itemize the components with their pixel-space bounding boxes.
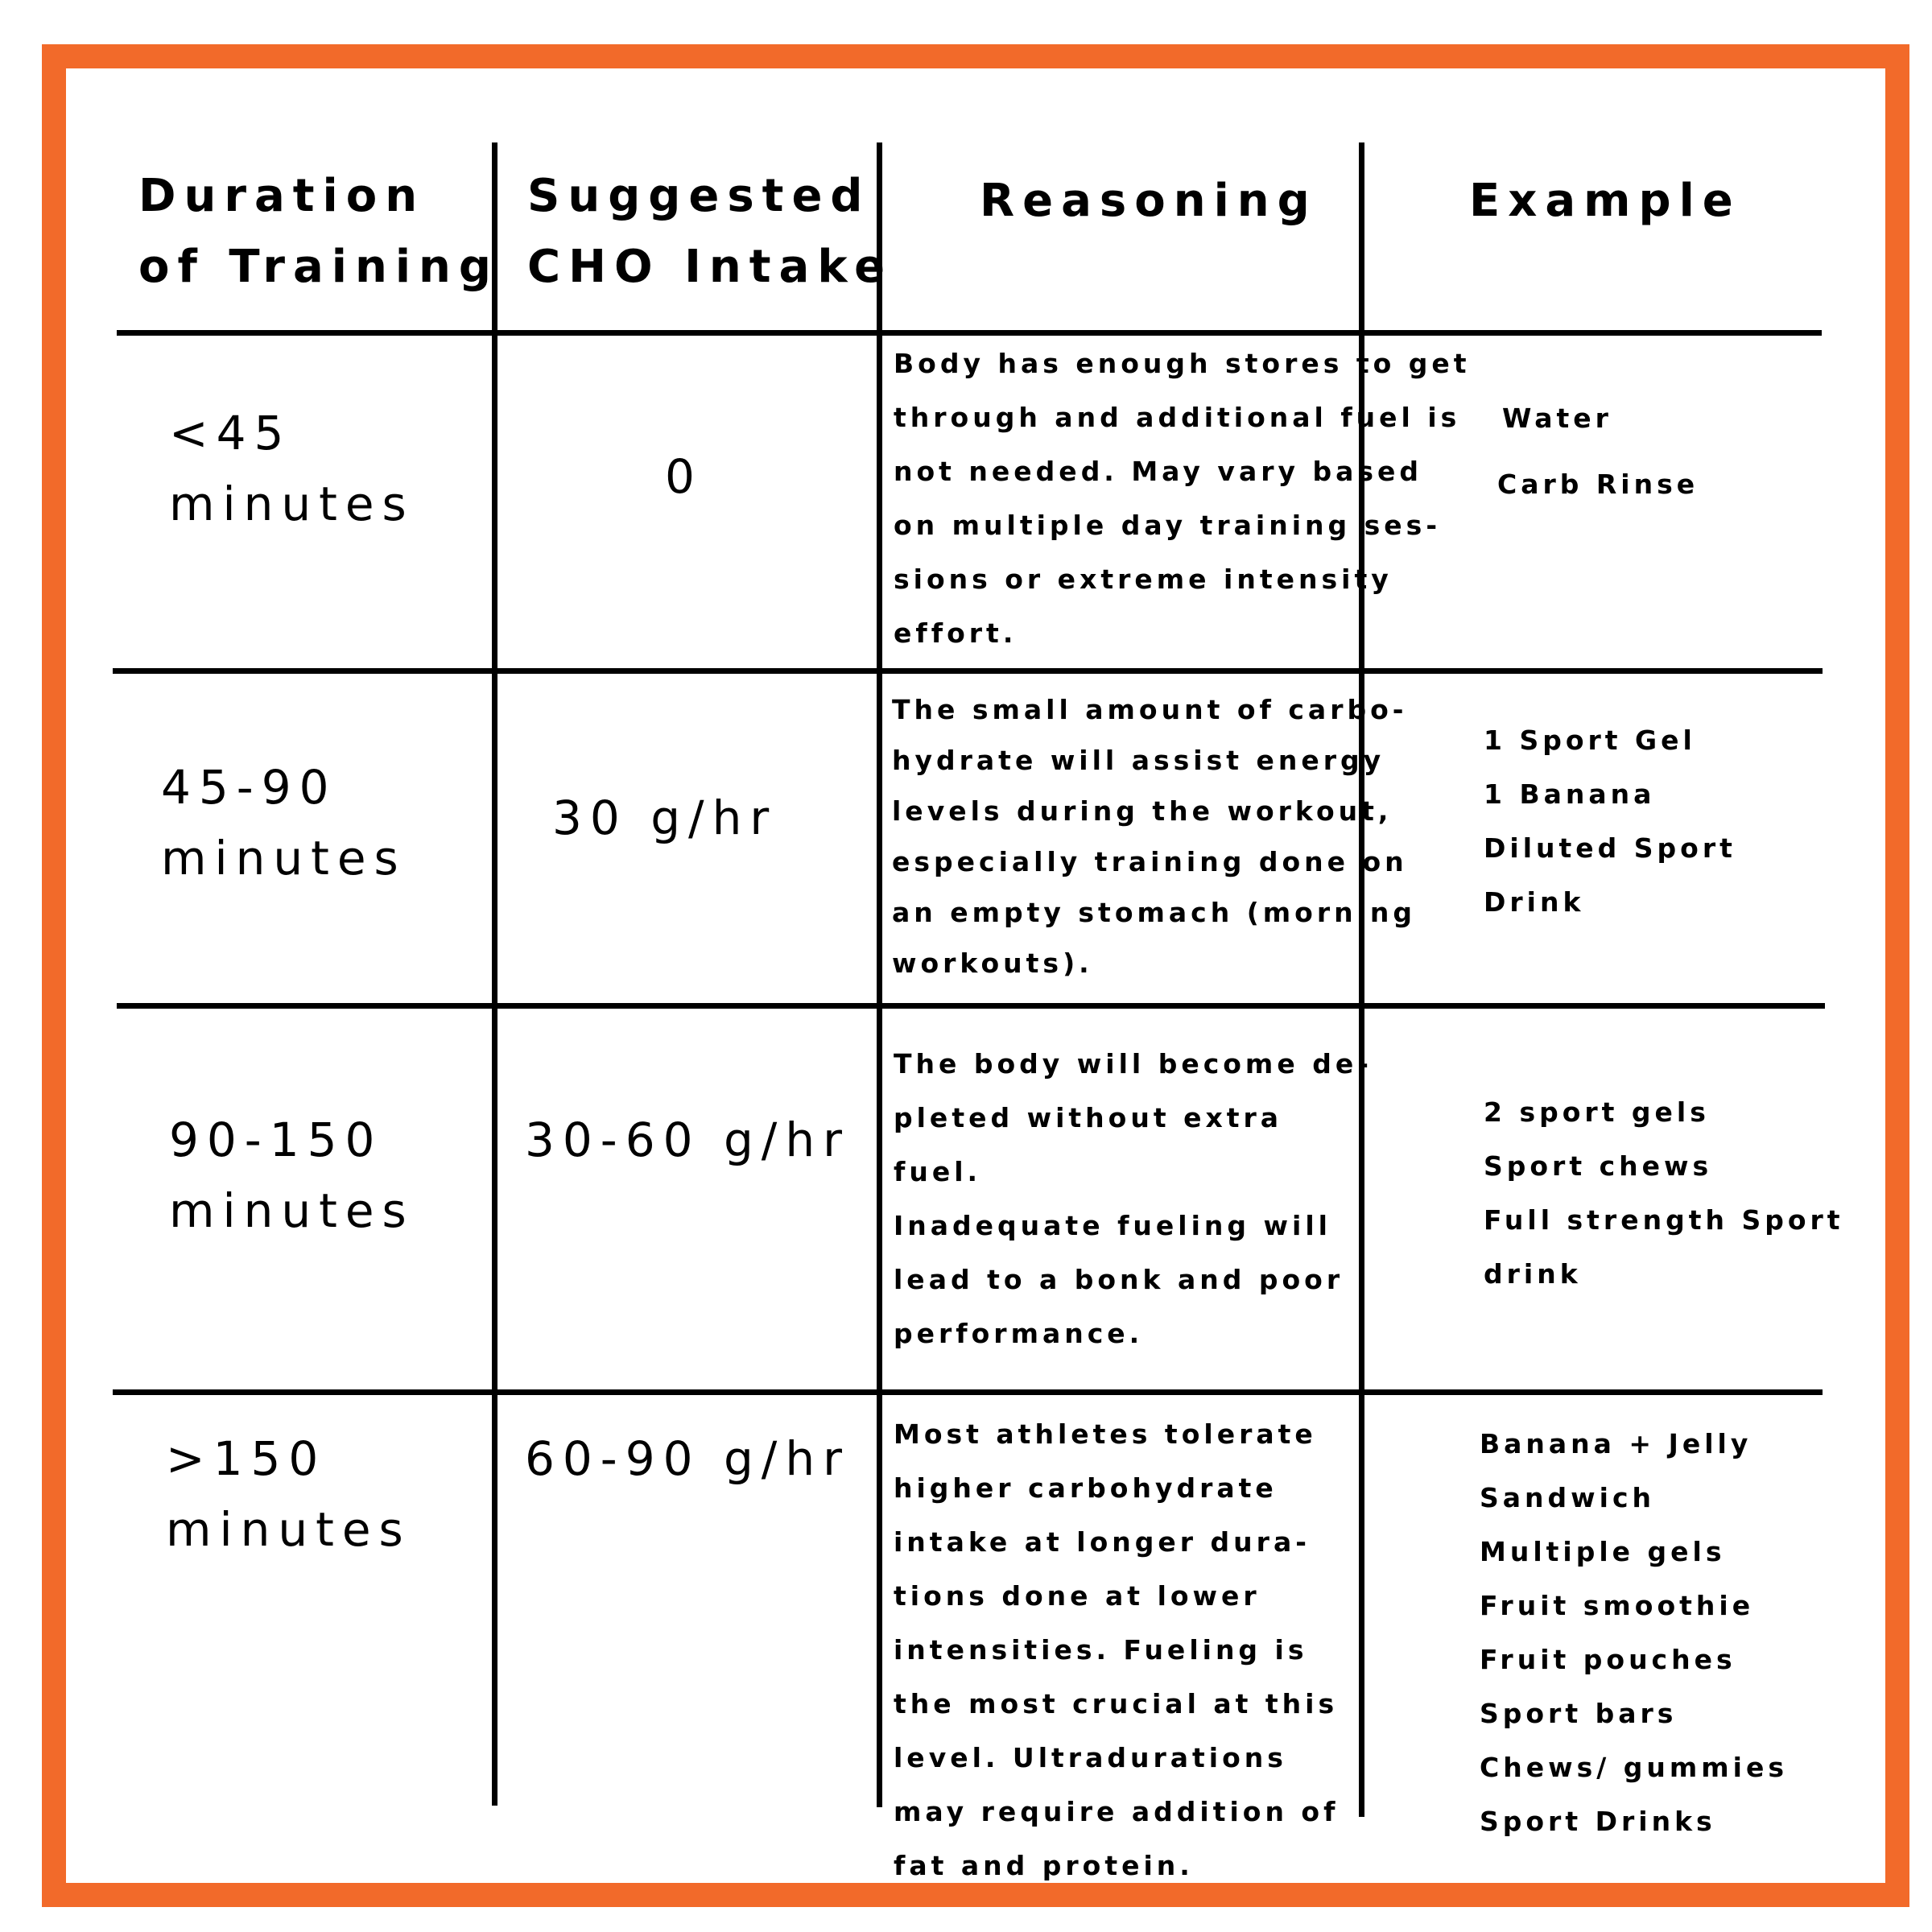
row-2-intake: 30 g/hr [552,791,778,845]
row-divider-3 [113,1389,1823,1395]
column-divider-2 [877,142,882,1807]
row-1-example-2: Carb Rinse [1497,469,1699,500]
header-duration: Duration of Training [138,170,499,293]
header-divider [117,330,1822,336]
row-4-intake: 60-90 g/hr [525,1431,850,1486]
header-example: Example [1469,175,1741,227]
row-1-reasoning: Body has enough stores to get through and additional fuel is not needed. May vary based on multiple day training ses- sions or extreme intensity effort. [894,348,1471,649]
row-divider-1 [113,668,1823,674]
column-divider-1 [492,142,497,1806]
row-3-duration: 90-150 minutes [169,1113,415,1238]
row-1-intake: 0 [665,449,703,504]
row-2-example: 1 Sport Gel 1 Banana Diluted Sport Drink [1484,724,1736,918]
row-4-duration: >150 minutes [166,1431,411,1557]
header-intake: Suggested CHO Intake [527,170,894,293]
row-1-example: Water [1502,402,1612,434]
row-4-example: Banana + Jelly Sandwich Multiple gels Fruit smoothie Fruit pouches Sport bars Chews/ gummies Sport Drinks [1480,1428,1788,1837]
header-reasoning: Reasoning [980,175,1318,227]
row-2-duration: 45-90 minutes [161,760,407,886]
row-3-intake: 30-60 g/hr [525,1113,850,1167]
row-1-duration: <45 minutes [169,406,415,531]
row-2-reasoning: The small amount of carbo- hydrate will assist energy levels during the workout, especially training done on an empty stomach (morning workouts). [892,694,1417,979]
row-divider-2 [117,1003,1825,1009]
row-3-reasoning: The body will become de- pleted without extra fuel. Inadequate fueling will lead to a bonk and poor performance. [894,1048,1373,1349]
row-3-example: 2 sport gels Sport chews Full strength Sport drink [1484,1096,1844,1290]
row-4-reasoning: Most athletes tolerate higher carbohydrate intake at longer dura- tions done at lower intensities. Fueling is the most crucial at this level. Ultradurations may require addition of fat and protein. [894,1418,1340,1881]
